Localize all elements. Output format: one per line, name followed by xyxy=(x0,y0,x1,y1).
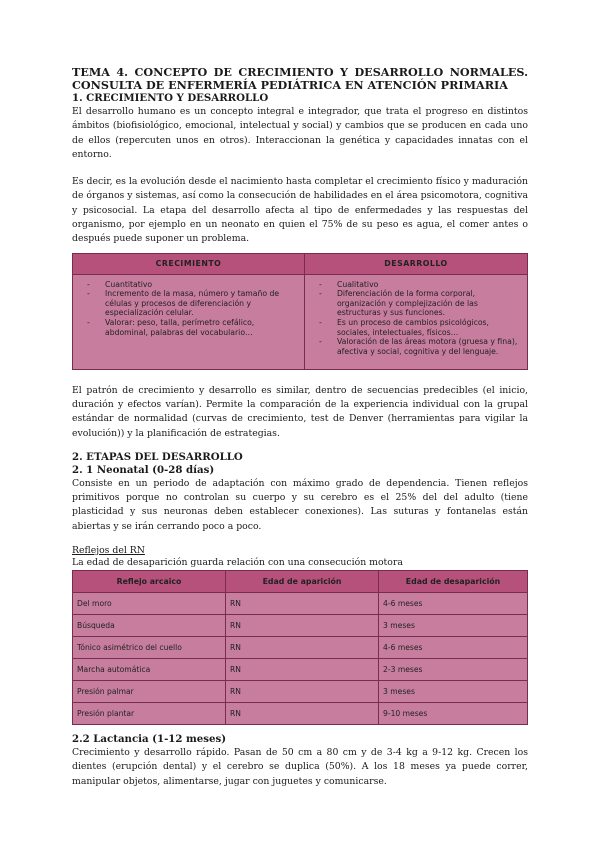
reflex-intro: La edad de desaparición guarda relación con una consecución motora xyxy=(72,557,403,569)
table-row xyxy=(73,615,528,637)
list-item: - Diferenciación de la forma corporal, organización y complejización de las estructuras y sus funciones. xyxy=(311,289,521,318)
disappearance-age: 3 meses xyxy=(379,681,528,703)
appearance-age: RN xyxy=(226,703,379,725)
section-1-heading: 1. CRECIMIENTO Y DESARROLLO xyxy=(72,92,269,104)
section-1-paragraph-1: El desarrollo humano es un concepto integral e integrador, que trata el progreso en distintos ámbitos (biofisiológico, emocional, intelectual y social) y cambios que se producen en cada uno de ellos (repercuten unos en otros). Interaccionan la genética y capacidades innatas con el entorno. xyxy=(72,106,528,160)
list-item: - Es un proceso de cambios psicológicos, sociales, intelectuales, físicos… xyxy=(311,318,521,337)
development-cell xyxy=(304,274,527,369)
table-row xyxy=(73,659,528,681)
disappearance-age: 2-3 meses xyxy=(379,659,528,681)
lactancia-subheading: 2.2 Lactancia (1-12 meses) xyxy=(72,733,227,746)
disappearance-col-header: Edad de desaparición xyxy=(379,571,528,593)
table-row xyxy=(73,593,528,615)
section-2-heading: 2. ETAPAS DEL DESARROLLO xyxy=(72,450,243,463)
growth-column-header: CRECIMIENTO xyxy=(73,253,305,274)
reflex-col-header: Reflejo arcaico xyxy=(73,571,226,593)
table-row xyxy=(73,681,528,703)
appearance-age: RN xyxy=(226,681,379,703)
reflex-name: Búsqueda xyxy=(73,615,226,637)
document-page xyxy=(72,66,528,789)
reflex-name: Marcha automática xyxy=(73,659,226,681)
disappearance-age: 4-6 meses xyxy=(379,593,528,615)
appearance-col-header: Edad de aparición xyxy=(226,571,379,593)
pattern-paragraph: El patrón de crecimiento y desarrollo es similar, dentro de secuencias predecibles (el inicio, duración y efectos varían). Permite la comparación de la experiencia individual con la grupal estándar de normalidad (curvas de crecimiento, test de Denver (herramientas para vigilar la evolución)) y la planificación de estrategias. xyxy=(72,384,528,439)
appearance-age: RN xyxy=(226,637,379,659)
appearance-age: RN xyxy=(226,615,379,637)
neonatal-subheading: 2. 1 Neonatal (0-28 días) xyxy=(72,463,215,476)
reflex-name: Presión palmar xyxy=(73,681,226,703)
section-1-paragraph-2: Es decir, es la evolución desde el nacimiento hasta completar el crecimiento físico y maduración de órganos y sistemas, así como la consecución de habilidades en el área psicomotora, cognitiva y psicosocial. La etapa del desarrollo afecta al tipo de enfermedades y las respuestas del organismo, por ejemplo en un neonato en quien el 75% de su peso es agua, el comer antes o después puede suponer un problema. xyxy=(72,176,528,245)
reflex-name: Tónico asimétrico del cuello xyxy=(73,637,226,659)
list-item: - Cuantitativo xyxy=(79,280,298,290)
reflex-title: Reflejos del RN xyxy=(72,545,145,557)
table-row xyxy=(73,637,528,659)
reflex-name: Presión plantar xyxy=(73,703,226,725)
table-row xyxy=(73,703,528,725)
list-item: - Valorar: peso, talla, perímetro cefálico, abdominal, palabras del vocabulario… xyxy=(79,318,298,337)
appearance-age: RN xyxy=(226,659,379,681)
list-item: - Cualitativo xyxy=(311,280,521,290)
disappearance-age: 3 meses xyxy=(379,615,528,637)
development-list xyxy=(311,280,521,357)
neonatal-paragraph: Consiste en un periodo de adaptación con máximo grado de dependencia. Tienen reflejos primitivos porque no controlan su cuerpo y su cerebro es el 25% del del adulto (tiene plasticidad y sus neuronas deben establecer conexiones). Las suturas y fontanelas están abiertas y se irán cerrando poco a poco. xyxy=(72,477,528,532)
growth-cell xyxy=(73,274,305,369)
development-column-header: DESARROLLO xyxy=(304,253,527,274)
disappearance-age: 9-10 meses xyxy=(379,703,528,725)
growth-development-table xyxy=(72,253,528,370)
list-item: - Incremento de la masa, número y tamaño de células y procesos de diferenciación y especialización celular. xyxy=(79,289,298,318)
growth-list xyxy=(79,280,298,338)
lactancia-paragraph: Crecimiento y desarrollo rápido. Pasan de 50 cm a 80 cm y de 3-4 kg a 9-12 kg. Crecen los dientes (erupción dental) y el cerebro se duplica (50%). A los 18 meses ya puede correr, manipular objetos, alimentarse, jugar con juguetes y comunicarse. xyxy=(72,747,528,787)
reflex-name: Del moro xyxy=(73,593,226,615)
document-title: TEMA 4. CONCEPTO DE CRECIMIENTO Y DESARROLLO NORMALES. CONSULTA DE ENFERMERÍA PEDIÁTRICA EN ATENCIÓN PRIMARIA xyxy=(72,65,528,92)
reflex-header-row xyxy=(73,571,528,593)
list-item: - Valoración de las áreas motora (gruesa y fina), afectiva y social, cognitiva y del lenguaje. xyxy=(311,337,521,356)
reflex-table xyxy=(72,570,528,725)
disappearance-age: 4-6 meses xyxy=(379,637,528,659)
appearance-age: RN xyxy=(226,593,379,615)
